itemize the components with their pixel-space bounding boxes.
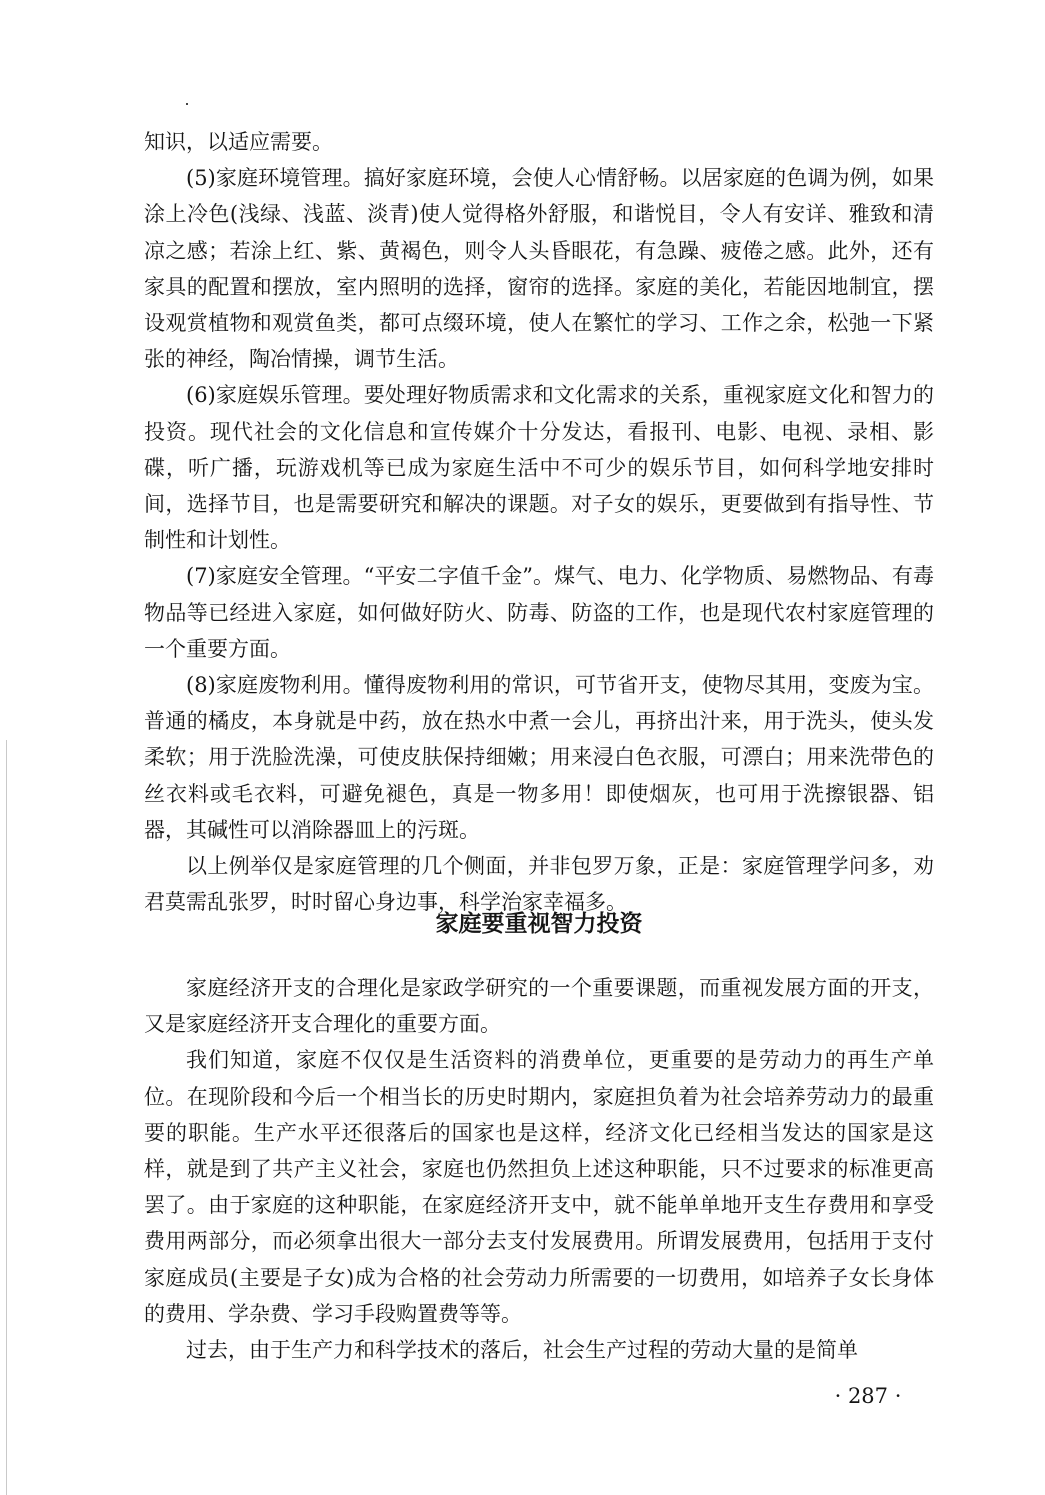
paragraph-waste-utilization: (8)家庭废物利用。懂得废物利用的常识，可节省开支，使物尽其用，变废为宝。普通的橘皮，本身就是中药，放在热水中煮一会儿，再挤出汁来，用于洗头，使头发柔软；用于洗脸洗澡，可使皮肤保持细嫩；用来浸白色衣服，可漂白；用来洗带色的丝衣料或毛衣料，可避免褪色，真是一物多用！即使烟灰，也可用于洗擦银器、铝器，其碱性可以消除器皿上的污斑。 xyxy=(144,673,934,842)
paragraph-past: 过去，由于生产力和科学技术的落后，社会生产过程的劳动大量的是简单 xyxy=(186,1338,858,1363)
paragraph-entertainment-management: (6)家庭娱乐管理。要处理好物质需求和文化需求的关系，重视家庭文化和智力的投资。现代社会的文化信息和宣传媒介十分发达，看报刊、电影、电视、录相、影碟，听广播，玩游戏机等已成为家庭生活中不可少的娱乐节目，如何科学地安排时间，选择节目，也是需要研究和解决的课题。对子女的娱乐，更要做到有指导性、节制性和计划性。 xyxy=(144,383,934,553)
paragraph-intro: 家庭经济开支的合理化是家政学研究的一个重要课题，而重视发展方面的开支，又是家庭经济开支合理化的重要方面。 xyxy=(144,976,934,1037)
page-number: · 287 · xyxy=(834,1384,902,1408)
paragraph-safety-management: (7)家庭安全管理。“平安二字值千金”。煤气、电力、化学物质、易燃物品、有毒物品等已经进入家庭，如何做好防火、防毒、防盗的工作，也是现代农村家庭管理的一个重要方面。 xyxy=(144,564,934,661)
scan-speck xyxy=(186,103,188,105)
bottom-text-section xyxy=(144,970,934,1368)
paragraph-family-function: 我们知道，家庭不仅仅是生活资料的消费单位，更重要的是劳动力的再生产单位。在现阶段和今后一个相当长的历史时期内，家庭担负着为社会培养劳动力的最重要的职能。生产水平还很落后的国家也是这样，经济文化已经相当发达的国家是这样，就是到了共产主义社会，家庭也仍然担负上述这种职能，只不过要求的标准更高罢了。由于家庭的这种职能，在家庭经济开支中，就不能单单地开支生存费用和享受费用两部分，而必须拿出很大一部分去支付发展费用。所谓发展费用，包括用于支付家庭成员(主要是子女)成为合格的社会劳动力所需要的一切费用，如培养子女长身体的费用、学杂费、学习手段购置费等等。 xyxy=(144,1048,934,1326)
top-text-section xyxy=(144,124,934,920)
paragraph-environment-management: (5)家庭环境管理。搞好家庭环境，会使人心情舒畅。以居家庭的色调为例，如果涂上冷色(浅绿、浅蓝、淡青)使人觉得格外舒服，和谐悦目，令人有安详、雅致和清凉之感；若涂上红、紫、黄褐色，则令人头昏眼花，有急躁、疲倦之感。此外，还有家具的配置和摆放，室内照明的选择，窗帘的选择。家庭的美化，若能因地制宜，摆设观赏植物和观赏鱼类，都可点缀环境，使人在繁忙的学习、工作之余，松弛一下紧张的神经，陶冶情操，调节生活。 xyxy=(144,166,934,372)
page-edge-line xyxy=(6,740,7,1495)
section-title: 家庭要重视智力投资 xyxy=(435,911,643,937)
paragraph-continuation: 知识，以适应需要。 xyxy=(144,130,333,154)
paragraph-summary: 以上例举仅是家庭管理的几个侧面，并非包罗万象，正是：家庭管理学问多，劝君莫需乱张罗，时时留心身边事，科学治家幸福多。 xyxy=(144,854,934,915)
